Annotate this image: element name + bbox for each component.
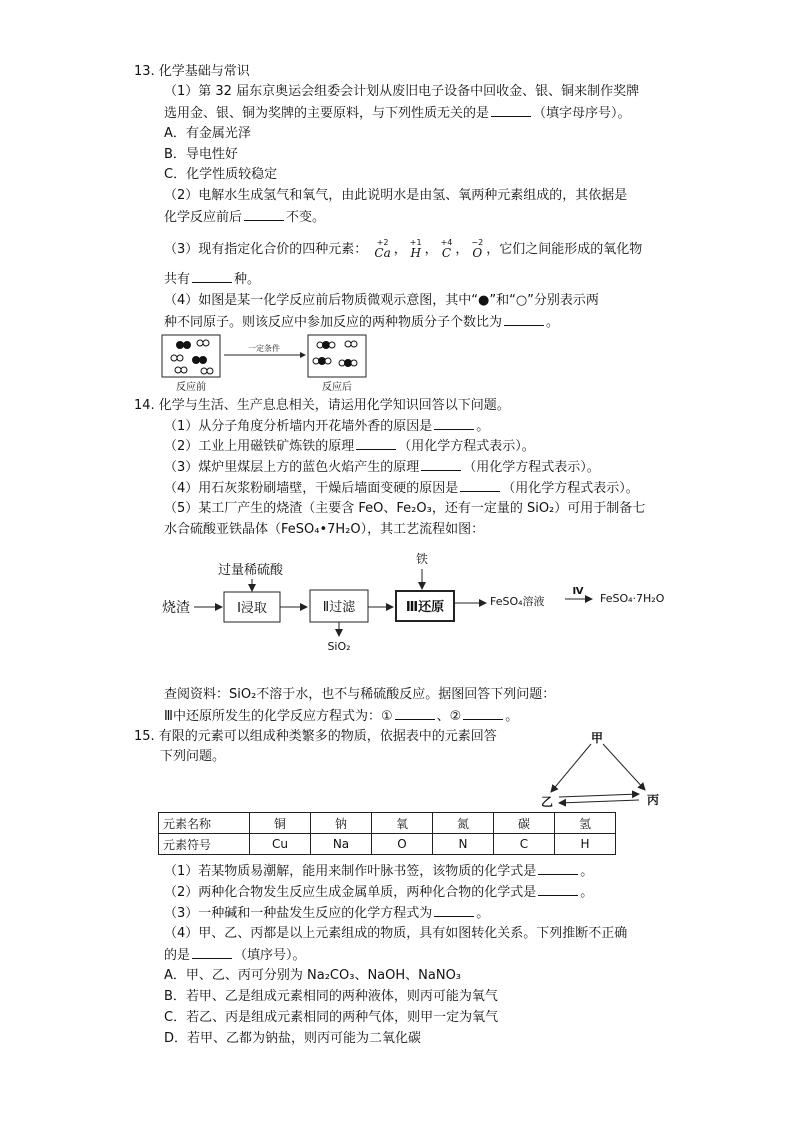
before-label: 反应前	[176, 382, 206, 393]
q14-p5-line1: （5）某工厂产生的烧渣（主要含 FeO、Fe₂O₃，还有一定量的 SiO₂）可用于制备七	[164, 501, 646, 516]
conversion-triangle-diagram	[535, 728, 665, 810]
valence-o: −2 O	[471, 238, 484, 260]
after-molecules	[313, 341, 357, 367]
intermediate-label: FeSO₄溶液	[490, 595, 545, 608]
q15-option-c: C．若乙、丙是组成元素相同的两种气体，则甲一定为氧气	[164, 1010, 499, 1025]
node-top: 甲	[590, 731, 604, 745]
answer-blank[interactable]	[463, 707, 503, 720]
q14-p2: （2）工业上用磁铁矿炼铁的原理 （用化学方程式表示）。	[164, 439, 535, 454]
after-box	[308, 335, 366, 377]
element-table	[158, 812, 616, 855]
before-molecules	[171, 340, 213, 374]
answer-blank[interactable]	[538, 862, 578, 875]
answer-blank[interactable]	[434, 904, 474, 917]
table-cell: 氧	[372, 813, 433, 834]
table-cell: Cu	[250, 834, 311, 855]
reagent1-label: 过量稀硫酸	[218, 563, 284, 578]
answer-blank[interactable]	[244, 208, 284, 221]
q15-p2: （2）两种化合物发生反应生成金属单质，两种化合物的化学式是 。	[164, 885, 594, 900]
q14-p1: （1）从分子角度分析墙内开花墙外香的原因是 。	[164, 419, 490, 434]
table-cell: N	[433, 834, 494, 855]
table-cell: H	[555, 834, 616, 855]
answer-blank[interactable]	[356, 437, 396, 450]
q14-info: 查阅资料：SiO₂不溶于水，也不与稀硫酸反应。据图回答下列问题：	[164, 687, 556, 702]
after-label: 反应后	[322, 382, 352, 393]
q14-p3: （3）煤炉里煤层上方的蓝色火焰产生的原理 （用化学方程式表示）。	[164, 460, 600, 475]
q13-p3-line2: 共有 种。	[164, 272, 261, 287]
valence-ca: +2 Ca	[374, 238, 391, 260]
q15-option-b: B．若甲、乙是组成元素相同的两种液体，则丙可能为氧气	[164, 989, 498, 1004]
condition-label: 一定条件	[248, 344, 280, 353]
answer-blank[interactable]	[421, 458, 461, 471]
step2-label: Ⅱ过滤	[322, 600, 356, 615]
q13-p2-line2: 化学反应前后 不变。	[164, 210, 326, 225]
input-label: 烧渣	[162, 600, 190, 616]
q13-p3-line1: （3）现有指定化合价的四种元素： +2 Ca ， +1 H ， +4 C ， −2 O ，它们之间能形成的氧化物	[164, 238, 643, 260]
q15-p4-line2: 的是 （填序号）。	[164, 948, 306, 963]
node-right: 丙	[646, 793, 660, 807]
answer-blank[interactable]	[491, 104, 531, 117]
table-row	[159, 813, 616, 834]
q15-p3: （3）一种碱和一种盐发生反应的化学方程式为 。	[164, 906, 490, 921]
q15-option-d: D．若甲、乙都为钠盐，则丙可能为二氧化碳	[164, 1031, 422, 1046]
table-cell: 氢	[555, 813, 616, 834]
table-cell: 钠	[311, 813, 372, 834]
table-row	[159, 834, 616, 855]
answer-blank[interactable]	[538, 883, 578, 896]
step4-label: Ⅳ	[572, 586, 584, 597]
q14-title: 14. 化学与生活、生产息息相关，请运用化学知识回答以下问题。	[134, 398, 510, 413]
q15-title-line2: 下列问题。	[160, 749, 226, 764]
q13-option-b: B．导电性好	[164, 147, 238, 162]
answer-blank[interactable]	[504, 313, 544, 326]
step1-label: Ⅰ浸取	[237, 601, 267, 616]
answer-blank[interactable]	[434, 417, 474, 430]
q13-p2-line1: （2）电解水生成氢气和氧气，由此说明水是由氢、氧两种元素组成的，其依据是	[164, 188, 628, 203]
reaction-micro-diagram	[160, 333, 370, 393]
answer-blank[interactable]	[192, 270, 232, 283]
answer-blank[interactable]	[460, 479, 500, 492]
table-cell: 元素符号	[159, 834, 250, 855]
table-cell: 碳	[494, 813, 555, 834]
process-flow-diagram	[160, 545, 700, 660]
q13-option-a: A．有金属光泽	[164, 126, 251, 141]
q15-option-a: A．甲、乙、丙可分别为 Na₂CO₃、NaOH、NaNO₃	[164, 968, 462, 983]
q13-p4-line1: （4）如图是某一化学反应前后物质微观示意图，其中“●”和“○”分别表示两	[164, 293, 599, 308]
q14-question: Ⅲ中还原所发生的化学反应方程式为：① 、② 。	[164, 709, 519, 724]
product-label: FeSO₄·7H₂O	[600, 592, 665, 605]
answer-blank[interactable]	[395, 707, 435, 720]
q15-p1: （1）若某物质易潮解，能用来制作叶脉书签，该物质的化学式是 。	[164, 864, 594, 879]
q13-p1-line2: 选用金、银、铜为奖牌的主要原料，与下列性质无关的是 （填字母序号）。	[164, 106, 631, 121]
q13-p1-line1: （1）第 32 届东京奥运会组委会计划从废旧电子设备中回收金、银、铜来制作奖牌	[164, 84, 640, 99]
table-cell: 铜	[250, 813, 311, 834]
answer-blank[interactable]	[192, 946, 232, 959]
table-cell: Na	[311, 834, 372, 855]
q15-p4-line1: （4）甲、乙、丙都是以上元素组成的物质，具有如图转化关系。下列推断不正确	[164, 926, 628, 941]
table-cell: O	[372, 834, 433, 855]
valence-c: +4 C	[440, 238, 453, 260]
node-left: 乙	[540, 795, 554, 809]
q14-p4: （4）用石灰浆粉刷墙壁，干燥后墙面变硬的原因是 （用化学方程式表示）。	[164, 481, 639, 496]
table-cell: C	[494, 834, 555, 855]
step3-label: Ⅲ还原	[405, 600, 445, 615]
reagent2-label: 铁	[415, 552, 429, 566]
byproduct-label: SiO₂	[327, 640, 351, 653]
table-cell: 元素名称	[159, 813, 250, 834]
table-cell: 氮	[433, 813, 494, 834]
q14-p5-line2: 水合硫酸亚铁晶体（FeSO₄•7H₂O），其工艺流程如图：	[164, 522, 485, 537]
valence-h: +1 H	[409, 238, 422, 260]
q15-title: 15. 有限的元素可以组成种类繁多的物质，依据表中的元素回答	[134, 729, 497, 744]
q13-p4-line2: 种不同原子。则该反应中参加反应的两种物质分子个数比为 。	[164, 315, 560, 330]
q13-option-c: C．化学性质较稳定	[164, 167, 278, 182]
q13-title: 13. 化学基础与常识	[134, 64, 250, 79]
